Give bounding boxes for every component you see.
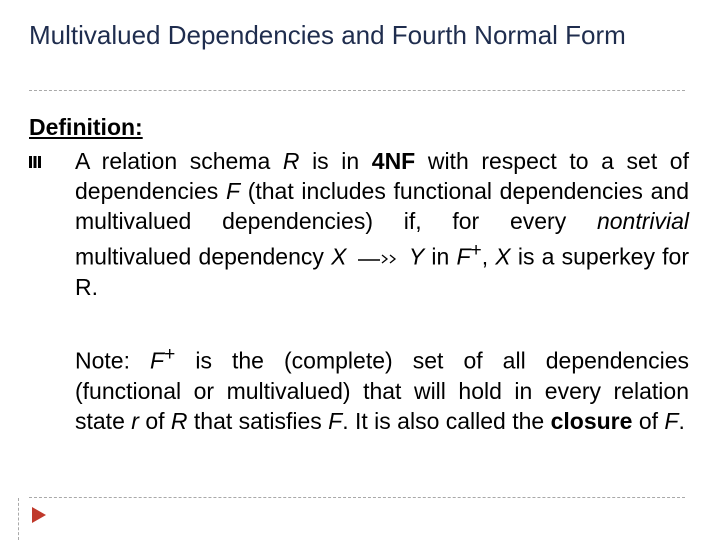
square-bullet-icon [29,155,41,169]
footer-divider [29,497,685,498]
relation-r: R [282,148,300,174]
slide-title: Multivalued Dependencies and Fourth Normal Form [29,20,626,50]
note-text: Note: F+ is the (complete) set of all dependencies (functional or multivalued) that will hold in every relation state r of R that satisfies F. It is also called the closure of F. [75,344,689,434]
term-closure: closure [550,407,633,434]
red-triangle-icon [31,506,47,524]
footer-vertical-rule [18,498,19,540]
term-nontrivial: nontrivial [596,208,689,234]
definition-label: Definition: [29,114,143,140]
double-arrow-icon [354,250,402,264]
term-4nf: 4NF [371,148,416,174]
definition-text: A relation schema R is in 4NF with respect to a set of dependencies F (that includes functional dependencies and multivalued dependencies) if, for every nontrivial multivalued dependency X Y in F+, X is a superkey for R. [75,148,689,300]
title-divider [29,90,685,91]
